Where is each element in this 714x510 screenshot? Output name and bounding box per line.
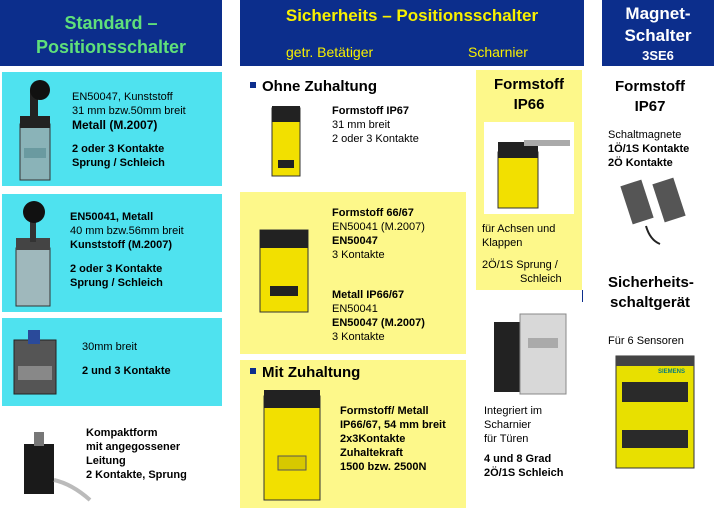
text-line <box>70 252 184 262</box>
hinge-title-line2: IP66 <box>513 96 545 113</box>
text-line: Sprung / Schleich <box>70 277 163 289</box>
hinge-integrated-image <box>484 308 576 400</box>
text-line: 31 mm breit <box>332 119 391 131</box>
text-line: 2 Kontakte, Sprung <box>86 469 187 481</box>
ohne-zuhaltung-section <box>240 76 466 186</box>
text-line: Leitung <box>86 455 126 467</box>
standard-header <box>0 0 222 66</box>
text-line <box>72 132 186 142</box>
hinge-desc2 <box>482 258 562 286</box>
text-line: 31 mm bzw.50mm breit <box>72 105 186 117</box>
safety-item3-text <box>340 404 446 474</box>
text-line: Metall IP66/67 <box>332 289 405 301</box>
safety-header-sub-left: getr. Betätiger <box>286 44 374 60</box>
text-line: 2Ö/1S Schleich <box>484 467 564 479</box>
safety-switch-zuhaltung-image <box>256 386 330 504</box>
text-line: EN50041, Metall <box>70 211 154 223</box>
bullet-icon <box>250 82 256 88</box>
text-line: EN50041 <box>332 303 378 315</box>
text-line: 1Ö/1S Kontakte <box>608 143 690 155</box>
standard-card-3-text <box>82 340 171 378</box>
standard-card-2-text <box>70 210 184 290</box>
magnet-title-line2: IP67 <box>634 98 666 115</box>
standard-card-1 <box>2 72 222 186</box>
standard-card-2 <box>2 194 222 312</box>
hinge-desc3 <box>484 404 542 446</box>
safety-header-sub-right: Scharnier <box>468 44 528 60</box>
text-line: Zuhaltekraft <box>340 447 403 459</box>
safety-header <box>240 0 584 66</box>
bullet-icon <box>250 368 256 374</box>
magnet-switch-image <box>620 176 694 246</box>
safety-item1-text <box>332 104 419 146</box>
hinge-desc4 <box>484 452 563 480</box>
column-divider <box>582 290 583 302</box>
text-line: 3 Kontakte <box>332 331 385 343</box>
safety-switch-66-67-image <box>256 226 312 316</box>
standard-header-line1: Standard – <box>64 13 158 33</box>
text-line <box>332 220 425 234</box>
device-title-line2: schaltgerät <box>610 294 691 311</box>
magnet-section <box>602 70 714 508</box>
text-line: Formstoff IP67 <box>332 105 410 117</box>
text-line: 2Ö Kontakte <box>608 157 673 169</box>
hinge-title-line1: Formstoff <box>494 76 564 93</box>
text-line: 2 oder 3 Kontakte <box>72 143 165 155</box>
text-line: 2 oder 3 Kontakte <box>332 133 419 145</box>
text-line: Schaltmagnete <box>608 129 682 141</box>
text-line: Kunststoff (M.2007) <box>70 239 173 251</box>
text-part: EN50041 (M.2007) <box>332 221 425 233</box>
standard-card-4-text <box>86 426 187 482</box>
mit-zuhaltung-title: Mit Zuhaltung <box>262 364 361 381</box>
standard-header-line2: Positionsschalter <box>35 37 187 57</box>
text-line: EN50047 <box>332 235 378 247</box>
device-title-line1: Sicherheits- <box>608 274 694 291</box>
ohne-zuhaltung-title: Ohne Zuhaltung <box>262 78 377 95</box>
switch-lever-metal-image <box>8 198 58 308</box>
text-line: Klappen <box>482 237 523 249</box>
device-desc: Für 6 Sensoren <box>608 335 684 347</box>
text-line: 2Ö/1S Sprung / <box>482 259 558 271</box>
text-line: 1500 bzw. 2500N <box>340 461 427 473</box>
text-line: Scharnier <box>484 419 532 431</box>
text-line: EN50047 (M.2007) <box>332 317 425 329</box>
text-line: 2 oder 3 Kontakte <box>70 263 163 275</box>
text-line: für Türen <box>484 433 529 445</box>
standard-card-1-text <box>72 90 186 170</box>
safety-switch-ip67-image <box>266 100 306 180</box>
text-line <box>82 354 171 364</box>
text-line: 40 mm bzw.56mm breit <box>70 225 184 237</box>
safety-header-title: Sicherheits – Positionsschalter <box>285 6 539 25</box>
safety-controller-image <box>612 352 698 470</box>
text-line: Metall (M.2007) <box>72 118 158 132</box>
magnet-header <box>602 0 714 66</box>
text-line: für Achsen und <box>482 223 556 235</box>
text-line: 30mm breit <box>82 341 138 353</box>
text-line: Sprung / Schleich <box>72 157 165 169</box>
switch-30mm-image <box>8 326 62 398</box>
safety-item2a-text <box>332 206 425 262</box>
magnet-title-line1: Formstoff <box>615 78 685 95</box>
magnet-header-line2: Schalter <box>624 26 692 45</box>
text-line: Schleich <box>520 273 562 285</box>
magnet-desc <box>608 128 689 170</box>
safety-item2b-text <box>332 288 425 344</box>
hinge-desc1 <box>482 222 555 250</box>
text-line: EN50047, Kunststoff <box>72 91 173 103</box>
safety-panel-2 <box>240 192 466 354</box>
standard-card-3 <box>2 318 222 406</box>
text-line: mit angegossener <box>86 441 181 453</box>
hinge-switch-image <box>484 122 574 214</box>
magnet-header-line1: Magnet- <box>625 4 691 23</box>
switch-lever-plastic-image <box>10 76 58 182</box>
text-line: Formstoff/ Metall <box>340 405 429 417</box>
text-line: 2x3Kontakte <box>340 433 406 445</box>
text-line: IP66/67, 54 mm breit <box>340 419 446 431</box>
text-line: 4 und 8 Grad <box>484 453 552 465</box>
mit-zuhaltung-section <box>240 360 466 508</box>
hinge-panel <box>476 70 582 290</box>
switch-compact-image <box>12 424 92 508</box>
text-line: Formstoff 66/67 <box>332 207 414 219</box>
magnet-header-line3: 3SE6 <box>642 48 674 63</box>
text-line: Kompaktform <box>86 427 158 439</box>
text-line: Integriert im <box>484 405 543 417</box>
standard-card-4 <box>2 414 222 508</box>
device-brand-label: SIEMENS <box>658 369 686 375</box>
text-line: 2 und 3 Kontakte <box>82 365 171 377</box>
text-line: 3 Kontakte <box>332 249 385 261</box>
